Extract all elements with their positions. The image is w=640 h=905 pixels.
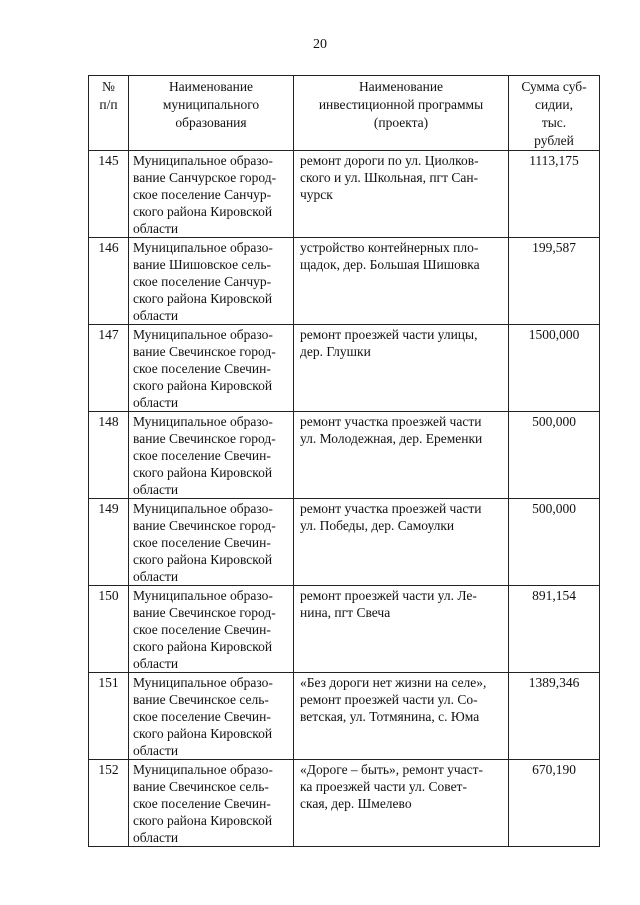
municipality-cell [129, 325, 294, 412]
row-number: 148 [98, 414, 119, 429]
table-row [89, 673, 600, 760]
municipality-line: области [133, 830, 179, 845]
municipality-line: Муниципальное образо- [133, 153, 273, 168]
project-cell [294, 238, 509, 325]
municipality-line: Муниципальное образо- [133, 762, 273, 777]
municipality-line: Муниципальное образо- [133, 414, 273, 429]
project-cell [294, 499, 509, 586]
header-municipality-line: Наименование [168, 79, 254, 94]
municipality-line: вание Свечинское сель- [133, 692, 269, 707]
project-line: щадок, дер. Большая Шишовка [300, 257, 480, 272]
project-line: устройство контейнерных пло- [300, 240, 479, 255]
table-row [89, 325, 600, 412]
subsidy-amount: 1113,175 [529, 153, 579, 168]
project-line: ремонт дороги по ул. Циолков- [300, 153, 479, 168]
municipality-line: ское поселение Свечин- [133, 361, 271, 376]
municipality-line: ского района Кировской [133, 726, 273, 741]
municipality-cell [129, 238, 294, 325]
project-cell [294, 325, 509, 412]
row-number: 150 [98, 588, 119, 603]
municipality-cell [129, 151, 294, 238]
project-cell [294, 412, 509, 499]
header-program-line: Наименование [358, 79, 444, 94]
table-row [89, 586, 600, 673]
municipality-line: области [133, 482, 179, 497]
municipality-line: Муниципальное образо- [133, 327, 273, 342]
row-number: 152 [98, 762, 119, 777]
subsidy-amount: 199,587 [532, 240, 576, 255]
municipality-line: ского района Кировской [133, 552, 273, 567]
project-line: ская, дер. Шмелево [300, 796, 412, 811]
amount-cell [509, 325, 600, 412]
header-sum-line: Сумма суб- [521, 79, 587, 94]
project-cell [294, 760, 509, 847]
subsidy-amount: 500,000 [532, 501, 576, 516]
amount-cell [509, 499, 600, 586]
municipality-line: ского района Кировской [133, 204, 273, 219]
amount-cell [509, 673, 600, 760]
project-line: ремонт проезжей части ул. Со- [300, 692, 478, 707]
municipality-line: ского района Кировской [133, 813, 273, 828]
amount-cell [509, 151, 600, 238]
table-header-row [89, 76, 600, 151]
header-num-line: п/п [99, 97, 118, 112]
municipality-line: области [133, 743, 179, 758]
header-sum-line: тыс. [541, 115, 567, 130]
municipality-line: области [133, 569, 179, 584]
subsidy-amount: 500,000 [532, 414, 576, 429]
header-num [89, 76, 129, 151]
project-line: ремонт участка проезжей части [300, 501, 482, 516]
project-line: чурск [300, 187, 333, 202]
municipality-line: ского района Кировской [133, 465, 273, 480]
municipality-line: ское поселение Санчур- [133, 187, 272, 202]
municipality-line: вание Свечинское сель- [133, 779, 269, 794]
municipality-cell [129, 760, 294, 847]
project-cell [294, 151, 509, 238]
amount-cell [509, 412, 600, 499]
municipality-line: вание Свечинское город- [133, 431, 276, 446]
municipality-cell [129, 673, 294, 760]
table-row [89, 151, 600, 238]
municipality-line: области [133, 395, 179, 410]
header-sum-line: сидии, [535, 97, 573, 112]
row-number: 145 [98, 153, 119, 168]
municipality-line: вание Свечинское город- [133, 605, 276, 620]
header-num-line: № [102, 79, 115, 94]
row-number-cell [89, 499, 129, 586]
municipality-line: области [133, 656, 179, 671]
municipality-line: Муниципальное образо- [133, 588, 273, 603]
municipality-line: вание Шишовское сель- [133, 257, 271, 272]
subsidy-amount: 891,154 [532, 588, 576, 603]
row-number-cell [89, 238, 129, 325]
municipality-line: Муниципальное образо- [133, 675, 273, 690]
subsidy-amount: 670,190 [532, 762, 576, 777]
project-line: ремонт проезжей части ул. Ле- [300, 588, 477, 603]
header-municipality-line: муниципального [162, 97, 260, 112]
header-municipality [129, 76, 294, 151]
subsidy-amount: 1389,346 [528, 675, 580, 690]
municipality-cell [129, 412, 294, 499]
municipality-line: ского района Кировской [133, 639, 273, 654]
header-sum [509, 76, 600, 151]
row-number-cell [89, 412, 129, 499]
municipality-line: области [133, 308, 179, 323]
municipality-cell [129, 499, 294, 586]
project-line: ветская, ул. Тотмянина, с. Юма [300, 709, 480, 724]
project-line: ремонт участка проезжей части [300, 414, 482, 429]
row-number-cell [89, 586, 129, 673]
row-number-cell [89, 325, 129, 412]
municipality-line: ского района Кировской [133, 291, 273, 306]
header-program [294, 76, 509, 151]
municipality-line: ское поселение Свечин- [133, 796, 271, 811]
project-line: ул. Победы, дер. Самоулки [300, 518, 455, 533]
project-line: «Дороге – быть», ремонт участ- [300, 762, 484, 777]
project-line: дер. Глушки [300, 344, 371, 359]
header-municipality-line: образования [175, 115, 247, 130]
municipality-line: вание Санчурское город- [133, 170, 277, 185]
project-line: «Без дороги нет жизни на селе», [300, 675, 487, 690]
project-line: ремонт проезжей части улицы, [300, 327, 478, 342]
municipality-line: вание Свечинское город- [133, 344, 276, 359]
page-number: 20 [313, 37, 327, 52]
municipality-cell [129, 586, 294, 673]
amount-cell [509, 760, 600, 847]
header-sum-line: рублей [534, 133, 574, 148]
project-line: нина, пгт Свеча [300, 605, 391, 620]
municipality-line: ское поселение Свечин- [133, 622, 271, 637]
municipality-line: ское поселение Свечин- [133, 535, 271, 550]
table-row [89, 499, 600, 586]
municipality-line: области [133, 221, 179, 236]
table-row [89, 238, 600, 325]
project-line: ка проезжей части ул. Совет- [300, 779, 467, 794]
project-line: ул. Молодежная, дер. Еременки [300, 431, 483, 446]
municipality-line: ское поселение Свечин- [133, 448, 271, 463]
municipality-line: ского района Кировской [133, 378, 273, 393]
row-number-cell [89, 673, 129, 760]
project-cell [294, 586, 509, 673]
header-program-line: инвестиционной программы [318, 97, 484, 112]
row-number: 151 [98, 675, 119, 690]
amount-cell [509, 586, 600, 673]
row-number: 146 [98, 240, 119, 255]
row-number-cell [89, 760, 129, 847]
table-row [89, 412, 600, 499]
municipality-line: Муниципальное образо- [133, 501, 273, 516]
municipality-line: ское поселение Свечин- [133, 709, 271, 724]
project-cell [294, 673, 509, 760]
municipality-line: вание Свечинское город- [133, 518, 276, 533]
row-number: 149 [98, 501, 119, 516]
subsidy-table [88, 75, 600, 847]
row-number: 147 [98, 327, 119, 342]
subsidy-amount: 1500,000 [528, 327, 580, 342]
project-line: ского и ул. Школьная, пгт Сан- [300, 170, 479, 185]
amount-cell [509, 238, 600, 325]
row-number-cell [89, 151, 129, 238]
municipality-line: Муниципальное образо- [133, 240, 273, 255]
header-program-line: (проекта) [373, 115, 429, 130]
table-row [89, 760, 600, 847]
municipality-line: ское поселение Санчур- [133, 274, 272, 289]
